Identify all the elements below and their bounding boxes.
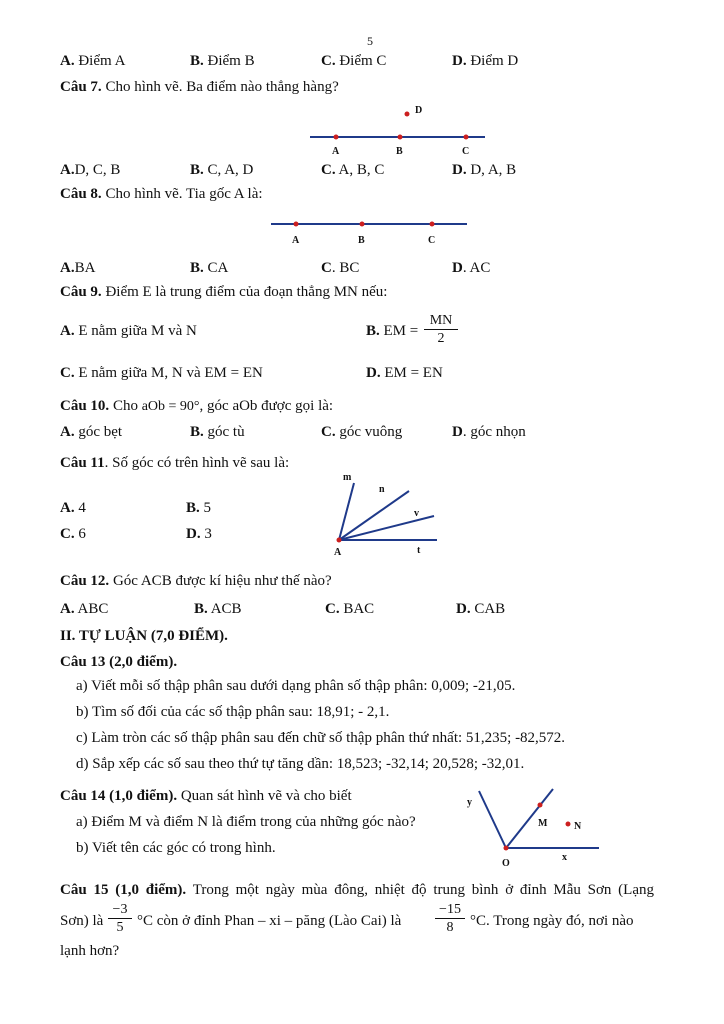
q11-label-v: v: [414, 508, 419, 519]
q11-label-m: m: [343, 472, 352, 483]
q10-option-a: A. góc bẹt: [60, 424, 123, 440]
question-11: Câu 11. Số góc có trên hình vẽ sau là:: [60, 455, 290, 471]
q13-item-d: d) Sắp xếp các số sau theo thứ tự tăng dần: 18,523; -32,14; 20,528; -32,01.: [76, 756, 525, 772]
question-12: Câu 12. Góc ACB được kí hiệu như thế nào?: [60, 573, 332, 589]
q14-item-a: a) Điểm M và điểm N là điểm trong của những góc nào?: [76, 814, 416, 830]
section-2-title: II. TỰ LUẬN (7,0 ĐIỂM).: [60, 628, 228, 644]
q7-option-c: C. A, B, C: [321, 162, 385, 178]
q15-line-3: lạnh hơn?: [60, 943, 120, 959]
page-number: 5: [367, 34, 373, 48]
q9-option-d: D. EM = EN: [366, 365, 443, 381]
q6-option-a: A. Điểm A: [60, 53, 126, 69]
q15-line-2b: °C còn ở đỉnh Phan – xi – păng (Lào Cai) là: [137, 913, 402, 929]
q6-option-d: D. Điểm D: [452, 53, 519, 69]
q11-option-d: D. 3: [186, 526, 212, 542]
q15-line-2a: Sơn) là: [60, 913, 104, 929]
q11-label-a: A: [334, 547, 342, 558]
q7-point-d: [405, 112, 410, 117]
q15-fraction-1: $\frac{-3}{5}$: [108, 901, 132, 937]
q6-option-c: C. Điểm C: [321, 53, 387, 69]
q9-option-c: C. E nằm giữa M, N và EM = EN: [60, 365, 263, 381]
q13-item-a: a) Viết mỗi số thập phân sau dưới dạng phân số thập phân: 0,009; -21,05.: [76, 678, 516, 694]
question-10: Câu 10. Cho aOb = 90°, góc aOb được gọi là:: [60, 398, 334, 414]
q12-option-b: B. ACB: [194, 601, 242, 617]
question-15-line-1: Câu 15 (1,0 điểm). Trong một ngày mùa đông, nhiệt độ trung bình ở đỉnh Mẫu Sơn (Lạng: [60, 882, 655, 898]
q14-label-o: O: [502, 858, 510, 869]
q7-label-b: B: [396, 146, 403, 157]
q14-label-m: M: [538, 818, 548, 829]
q14-label-y: y: [467, 797, 472, 808]
q7-option-b: B. C, A, D: [190, 162, 254, 178]
q8-label-b: B: [358, 235, 365, 246]
q10-option-d: D. góc nhọn: [452, 424, 526, 440]
q15-line-2c: °C. Trong ngày đó, nơi nào: [470, 913, 634, 929]
question-13-label: Câu 13 (2,0 điểm).: [60, 654, 178, 670]
question-9: Câu 9. Điểm E là trung điểm của đoạn thẳng MN nếu:: [60, 284, 388, 300]
q11-option-c: C. 6: [60, 526, 86, 542]
q14-item-b: b) Viết tên các góc có trong hình.: [76, 840, 276, 856]
q7-label-d: D: [415, 105, 423, 116]
q11-point-a: [337, 538, 342, 543]
q9-option-b: B. EM =: [366, 323, 419, 339]
q11-option-b: B. 5: [186, 500, 212, 516]
q7-label-a: A: [332, 146, 340, 157]
q14-figure: [455, 785, 605, 870]
question-14: Câu 14 (1,0 điểm). Quan sát hình vẽ và cho biết: [60, 788, 352, 804]
q7-point-c: [464, 135, 469, 140]
q10-option-c: C. góc vuông: [321, 424, 403, 440]
q13-item-b: b) Tìm số đối của các số thập phân sau: 18,91; - 2,1.: [76, 704, 390, 720]
q7-option-d: D. D, A, B: [452, 162, 517, 178]
q14-point-n: [566, 822, 571, 827]
q8-point-b: [360, 222, 365, 227]
q8-point-a: [294, 222, 299, 227]
q10-formula: aOb = 90°: [141, 399, 200, 414]
q8-option-c: C. BC: [321, 260, 360, 276]
q15-fraction-2: $\frac{-15}{8}$: [435, 901, 465, 937]
q6-option-b: B. Điểm B: [190, 53, 255, 69]
q13-item-c: c) Làm tròn các số thập phân sau đến chữ số thập phân thứ nhất: 51,235; -82,572.: [76, 730, 566, 746]
q12-option-c: C. BAC: [325, 601, 375, 617]
q10-option-b: B. góc tù: [190, 424, 245, 440]
q14-point-m: [538, 803, 543, 808]
q8-label-a: A: [292, 235, 300, 246]
q14-label-n: N: [574, 821, 582, 832]
q8-option-d: D. AC: [452, 260, 491, 276]
q11-label-t: t: [417, 545, 421, 556]
q7-figure: [300, 100, 500, 160]
q9-fraction: $\frac{MN}{2}$: [424, 312, 458, 348]
q7-point-b: [398, 135, 403, 140]
q8-option-b: B. CA: [190, 260, 229, 276]
q7-option-a: A.D, C, B: [60, 162, 121, 178]
q11-label-n: n: [379, 484, 385, 495]
q8-label-c: C: [428, 235, 436, 246]
q11-figure: [325, 465, 445, 560]
q11-ray-v: [339, 516, 434, 540]
q8-point-c: [430, 222, 435, 227]
q14-point-o: [504, 846, 509, 851]
q7-point-a: [334, 135, 339, 140]
q12-option-d: D. CAB: [456, 601, 506, 617]
q7-label-c: C: [462, 146, 470, 157]
q8-option-a: A.BA: [60, 260, 96, 276]
q14-ray-y: [479, 791, 506, 848]
q14-label-x: x: [562, 852, 567, 863]
question-7: Câu 7. Cho hình vẽ. Ba điểm nào thẳng hàng?: [60, 79, 339, 95]
q8-figure: [265, 212, 475, 252]
q12-option-a: A. ABC: [60, 601, 109, 617]
q9-option-a: A. E nằm giữa M và N: [60, 323, 197, 339]
question-8: Câu 8. Cho hình vẽ. Tia gốc A là:: [60, 186, 263, 202]
q11-option-a: A. 4: [60, 500, 86, 516]
